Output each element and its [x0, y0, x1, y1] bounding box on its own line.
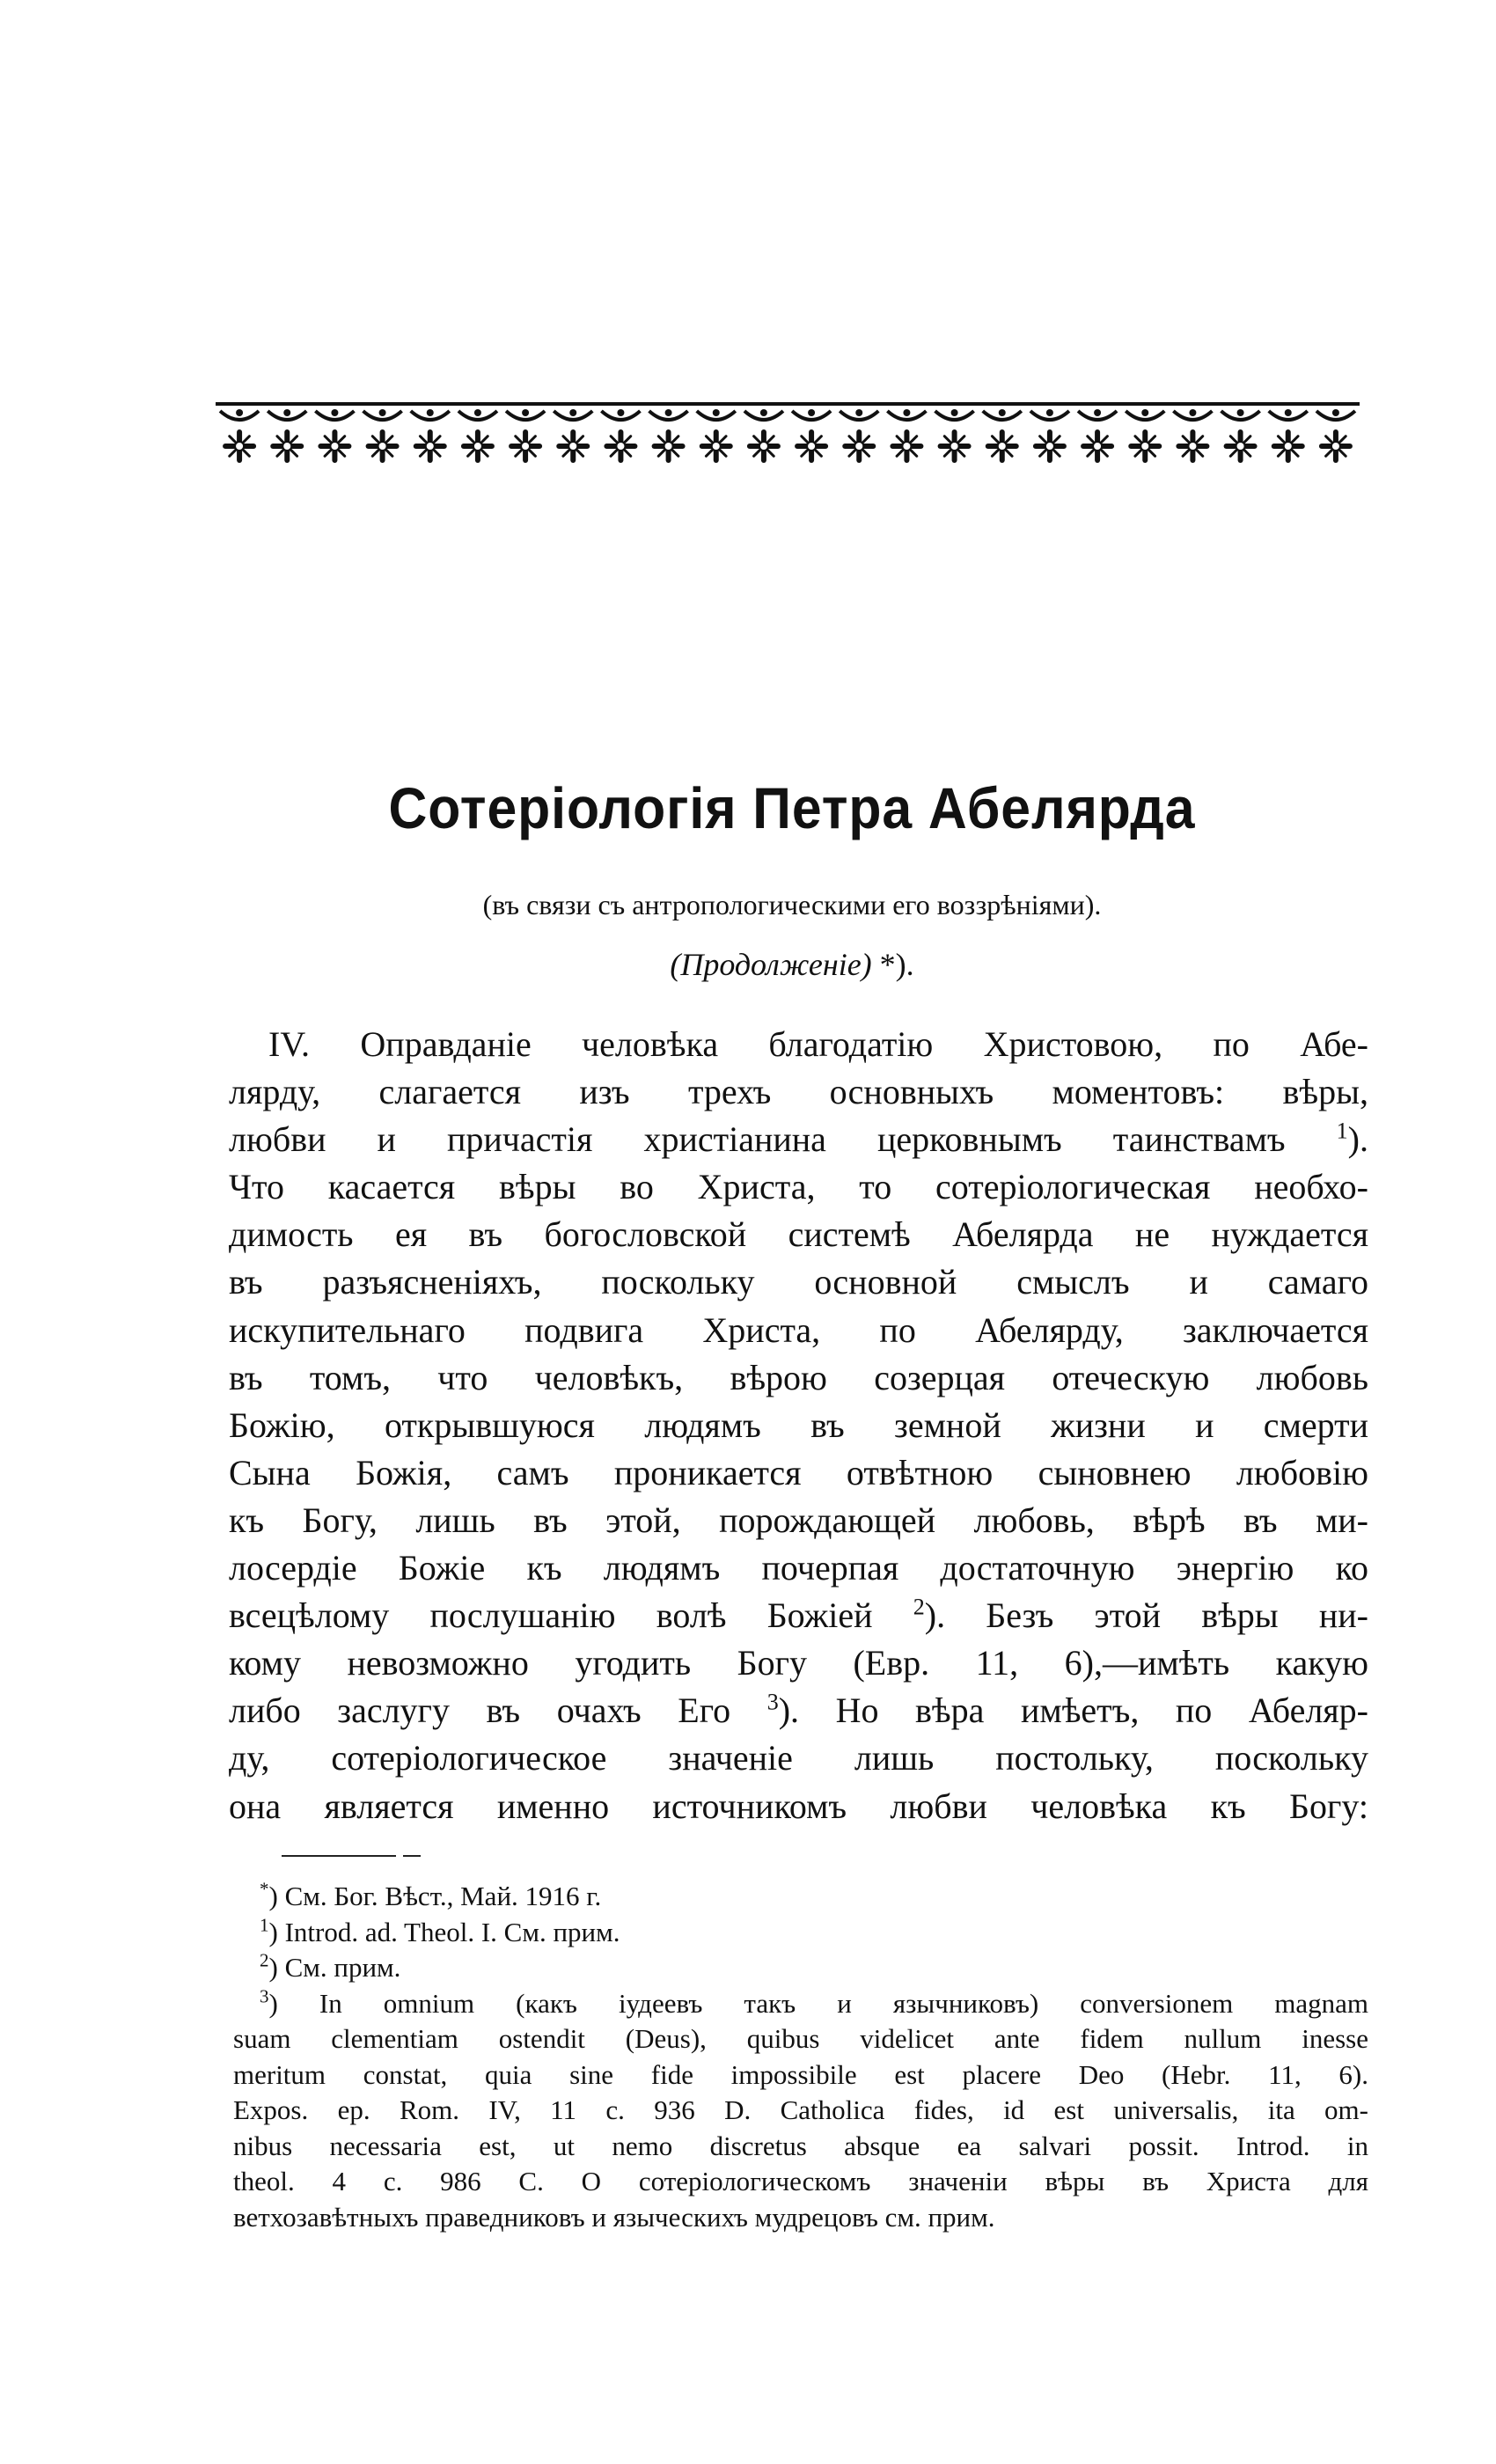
- body-line: [229, 1734, 1368, 1782]
- ornament-motif: [792, 409, 831, 460]
- footnote-line: [233, 1986, 1368, 2022]
- ornament-motif: [458, 409, 497, 460]
- body-line: [229, 1402, 1368, 1449]
- footnote-text: nibus necessaria est, ut nemo discretus absque ea salvari possit. Introd. in: [233, 2130, 1368, 2161]
- ornament-motif: [554, 409, 592, 460]
- body-line: [229, 1639, 1368, 1687]
- ornament-motif: [315, 409, 354, 460]
- ornament-motif: [840, 409, 878, 460]
- ornament-border: [216, 402, 1360, 406]
- ornament-motif: [649, 409, 688, 460]
- body-line: [229, 1687, 1368, 1734]
- footnote-mark: 1: [260, 1914, 269, 1936]
- body-line-text: искупительнаго подвига Христа, по Абелярду, заключается: [229, 1309, 1368, 1350]
- body-paragraph: [229, 1021, 1368, 1830]
- footnote-text: meritum constat, quia sine fide impossibile est placere Deo (Hebr. 11, 6).: [233, 2058, 1368, 2090]
- body-line-text: любви и причастія христіанина церковнымъ таинствамъ: [229, 1119, 1337, 1160]
- continuation-label: (Продолженіе): [670, 947, 872, 982]
- body-line: [229, 1544, 1368, 1592]
- footnote-text: ) In omnium (какъ іудеевъ такъ и язычниковъ) conversionem magnam: [268, 1987, 1368, 2019]
- body-line: [229, 1211, 1368, 1258]
- ornament-motif: [601, 409, 640, 460]
- ornament-motif: [887, 409, 926, 460]
- footnote-mark: *: [260, 1878, 269, 1900]
- footnote-mark: 2: [260, 1949, 269, 1971]
- body-line-text: ду, сотеріологическое значеніе лишь постольку, поскольку: [229, 1738, 1368, 1778]
- body-line: [229, 1021, 1368, 1068]
- footnote-text: Expos. ep. Rom. IV, 11 c. 936 D. Catholica fides, id est universalis, ita om-: [233, 2094, 1368, 2125]
- body-line-text: Божію, открывшуюся людямъ въ земной жизни и смерти: [229, 1404, 1368, 1445]
- ornament-motif: [697, 409, 736, 460]
- ornament-motif: [268, 409, 306, 460]
- footnote-line: [233, 2093, 1368, 2129]
- ornament-motif: [411, 409, 450, 460]
- footnote-text: ) Introd. ad. Theol. I. См. прим.: [268, 1916, 620, 1947]
- ornament-motif: [1269, 409, 1308, 460]
- body-line-text: къ Богу, лишь въ этой, порождающей любовь, вѣрѣ въ ми-: [229, 1500, 1368, 1540]
- footnote-text: ) См. прим.: [268, 1952, 401, 1983]
- footnote-line: [233, 1915, 1368, 1951]
- footnote-reference: 2: [913, 1594, 925, 1620]
- footnote-reference: 1: [1336, 1118, 1348, 1144]
- footnote-line: [233, 2200, 1368, 2236]
- body-line: [229, 1449, 1368, 1497]
- body-line-text: она является именно источникомъ любви человѣка къ Богу:: [229, 1786, 1368, 1826]
- body-line-text: кому невозможно угодить Богу (Евр. 11, 6),—имѣть какую: [229, 1643, 1368, 1683]
- footnote-text: ветхозавѣтныхъ праведниковъ и языческихъ мудрецовъ см. прим.: [233, 2201, 995, 2233]
- body-line-text: въ томъ, что человѣкъ, вѣрою созерцая отеческую любовь: [229, 1357, 1368, 1397]
- ornament-motif: [983, 409, 1022, 460]
- body-line: [229, 1307, 1368, 1354]
- body-line-tail: ).: [1347, 1119, 1368, 1160]
- footnote-line: [233, 2057, 1368, 2094]
- footnote-line: [233, 1950, 1368, 1986]
- footnote-reference: 3: [766, 1689, 779, 1715]
- body-line: [229, 1068, 1368, 1116]
- body-line-text: Что касается вѣры во Христа, то сотеріологическая необхо-: [229, 1167, 1368, 1207]
- footnote-line: [233, 2021, 1368, 2057]
- ornament-motif: [1126, 409, 1164, 460]
- ornament-motif: [506, 409, 545, 460]
- body-line-tail: ). Безъ этой вѣры ни-: [924, 1595, 1368, 1636]
- body-line: [229, 1783, 1368, 1830]
- footnotes: [233, 1879, 1368, 2235]
- ornament-motif: [935, 409, 974, 460]
- ornamental-header-band: [216, 400, 1360, 471]
- ornament-motif: [1316, 409, 1355, 460]
- ornament-motif: [1030, 409, 1069, 460]
- footnote-separator-dash: [403, 1855, 421, 1857]
- body-line-text: всецѣлому послушанію волѣ Божіей: [229, 1595, 913, 1636]
- body-line-text: лосердіе Божіе къ людямъ почерпая достаточную энергію ко: [229, 1548, 1368, 1588]
- ornament-motif: [1221, 409, 1260, 460]
- ornament-motif: [1173, 409, 1212, 460]
- body-line-text: либо заслугу въ очахъ Его: [229, 1690, 767, 1731]
- article-subtitle: (въ связи съ антропологическими его воззрѣніями).: [482, 889, 1102, 920]
- ornament-motif: [1078, 409, 1117, 460]
- article-title: Сотеріологія Петра Абелярда: [388, 775, 1196, 840]
- ornament-motif: [744, 409, 783, 460]
- body-line-text: димость ея въ богословской системѣ Абелярда не нуждается: [229, 1214, 1368, 1255]
- body-line: [229, 1592, 1368, 1639]
- body-line-text: Сына Божія, самъ проникается отвѣтною сыновнею любовію: [229, 1452, 1368, 1492]
- ornament-motif: [220, 409, 259, 460]
- footnote-text: theol. 4 c. 986 C. О сотеріологическомъ значеніи вѣры въ Христа для: [233, 2166, 1368, 2196]
- footnote-separator: [282, 1855, 396, 1857]
- body-line: [229, 1163, 1368, 1211]
- body-line: [229, 1497, 1368, 1544]
- body-line-tail: ). Но вѣра имѣетъ, по Абеляр-: [778, 1690, 1368, 1731]
- body-line: [229, 1258, 1368, 1306]
- footnote-line: [233, 2164, 1368, 2200]
- ornament-motif: [363, 409, 402, 460]
- footnote-mark: 3: [260, 1985, 269, 2007]
- footnote-text: suam clementiam ostendit (Deus), quibus videlicet ante fidem nullum inesse: [233, 2023, 1368, 2054]
- body-line-text: IV. Оправданіе человѣка благодатію Христовою, по Абе-: [268, 1024, 1368, 1064]
- footnote-line: [233, 2129, 1368, 2165]
- footnote-text: ) См. Бог. Вѣст., Май. 1916 г.: [268, 1881, 602, 1911]
- body-line: [229, 1354, 1368, 1402]
- body-line-text: лярду, слагается изъ трехъ основныхъ моментовъ: вѣры,: [229, 1072, 1368, 1112]
- continuation-mark: *).: [879, 947, 914, 982]
- body-line: [229, 1116, 1368, 1163]
- body-line-text: въ разъясненіяхъ, поскольку основной смыслъ и самаго: [229, 1262, 1368, 1302]
- continuation-note: [220, 946, 1364, 983]
- footnote-line: [233, 1879, 1368, 1915]
